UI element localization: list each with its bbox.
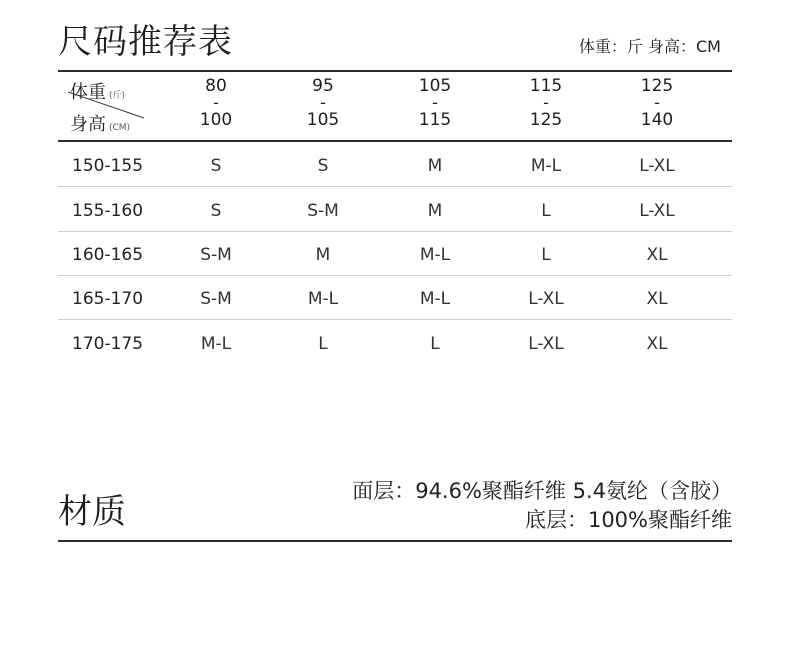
size-cell: S [210, 156, 222, 176]
size-cell: L-XL [528, 334, 564, 354]
column-header [186, 78, 246, 128]
height-unit: (CM) [109, 123, 131, 133]
size-cell: XL [646, 334, 668, 354]
column-weight-max: 125 [529, 110, 563, 130]
column-weight-min: 95 [312, 76, 334, 96]
row-height-label: 155-160 [72, 201, 144, 221]
material-outer-layer: 面层：94.6%聚酯纤维 5.4氨纶（含胶） [352, 479, 732, 503]
column-header [627, 78, 687, 128]
size-cell: M-L [530, 156, 562, 176]
weight-label: 体重 [70, 82, 106, 103]
column-header [405, 78, 465, 128]
row-height-label: 165-170 [72, 289, 144, 309]
unit-note: 体重：斤 身高：CM [578, 37, 721, 56]
row-height-label: 150-155 [72, 156, 144, 176]
size-cell: L-XL [528, 289, 564, 309]
size-cell: L-XL [639, 201, 675, 221]
size-cell: M [427, 156, 443, 176]
material-bottom-rule [58, 540, 732, 542]
row-divider [58, 319, 732, 320]
size-cell: S [317, 156, 329, 176]
size-cell: M [427, 201, 443, 221]
size-cell: S [210, 201, 222, 221]
page-title: 尺码推荐表 [58, 22, 233, 62]
column-dash: - [320, 93, 326, 112]
row-height-label: 170-175 [72, 334, 144, 354]
column-dash: - [654, 93, 660, 112]
column-dash: - [213, 93, 219, 112]
column-weight-min: 115 [529, 76, 563, 96]
size-cell: S-M [307, 201, 339, 221]
row-divider [58, 186, 732, 187]
size-cell: L [541, 201, 551, 221]
row-height-label: 160-165 [72, 245, 144, 265]
column-weight-min: 105 [418, 76, 452, 96]
size-cell: L [541, 245, 551, 265]
row-divider [58, 231, 732, 232]
weight-unit: (斤) [109, 91, 126, 101]
material-title: 材质 [58, 492, 126, 532]
table-header-rule [58, 140, 732, 142]
size-cell: M-L [419, 289, 451, 309]
column-weight-min: 125 [640, 76, 674, 96]
column-weight-min: 80 [205, 76, 227, 96]
column-dash: - [543, 93, 549, 112]
table-corner-header [58, 72, 148, 138]
table-top-rule [58, 70, 732, 72]
size-cell: S-M [200, 289, 232, 309]
column-dash: - [432, 93, 438, 112]
size-cell: S-M [200, 245, 232, 265]
size-cell: M-L [307, 289, 339, 309]
column-weight-max: 105 [306, 110, 340, 130]
size-cell: L-XL [639, 156, 675, 176]
column-header [516, 78, 576, 128]
size-cell: XL [646, 245, 668, 265]
size-cell: M-L [419, 245, 451, 265]
size-cell: L [318, 334, 328, 354]
size-cell: L [430, 334, 440, 354]
column-header [293, 78, 353, 128]
column-weight-max: 100 [199, 110, 233, 130]
column-weight-max: 115 [418, 110, 452, 130]
size-cell: M [315, 245, 331, 265]
height-header [70, 110, 130, 136]
height-label: 身高 [70, 114, 106, 135]
size-cell: M-L [200, 334, 232, 354]
row-divider [58, 275, 732, 276]
material-inner-layer: 底层：100%聚酯纤维 [524, 508, 732, 532]
column-weight-max: 140 [640, 110, 674, 130]
size-cell: XL [646, 289, 668, 309]
